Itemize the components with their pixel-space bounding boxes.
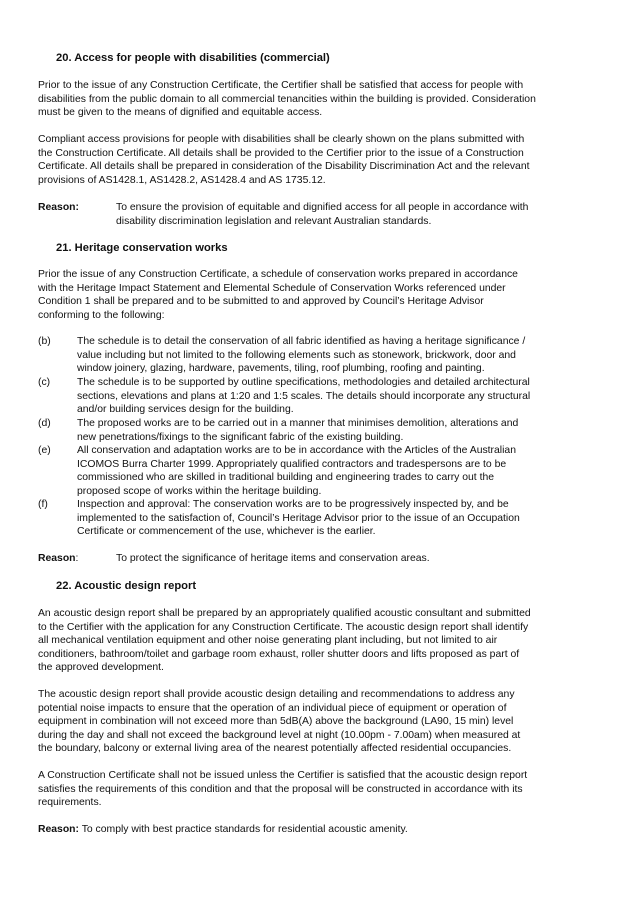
list-item-marker: (d) <box>38 418 51 429</box>
section-20-paragraph-2: Compliant access provisions for people with disabilities shall be clearly shown on the plans submitted with the Construction Certificate. All details shall be provided to the Certifier prior to the issue of a Construction Certificate. All details shall be prepared in consideration of the Disability Discrimination Act and the relevant provisions of AS1428.1, AS1428.2, AS1428.4 and AS 1735.12. <box>38 134 530 186</box>
list-item-marker: (c) <box>38 377 51 388</box>
section-22-reason-label: Reason: <box>38 824 79 835</box>
section-21-reason-label <box>38 552 78 566</box>
section-20-heading: 20. Access for people with disabilities (commercial) <box>56 52 330 64</box>
section-21-reason-word: Reason <box>38 553 76 564</box>
section-20-reason-label: Reason: <box>38 202 79 213</box>
section-22-paragraph-3: A Construction Certificate shall not be issued unless the Certifier is satisfied that the acoustic design report satisfies the requirements of this condition and that the proposal will be constructed in accordance with its requirements. <box>38 770 528 808</box>
list-item-text: Inspection and approval: The conservation works are to be progressively inspected by, and be implemented to the satisfaction of, Council’s Heritage Advisor prior to the issue of an Occupation Certificate or commencement of the use, whichever is the earlier. <box>77 499 520 537</box>
list-item-marker: (f) <box>38 499 48 510</box>
list-item-marker: (b) <box>38 336 51 347</box>
section-22-reason <box>38 823 408 837</box>
section-20-paragraph-1: Prior to the issue of any Construction Certificate, the Certifier shall be satisfied that access for people with disabilities from the public domain to all commercial tenancities within the building is provided. Consideration must be given to the means of dignified and equitable access. <box>38 80 536 118</box>
list-item-text: The proposed works are to be carried out in a manner that minimises demolition, alterations and new penetrations/fixings to the significant fabric of the existing building. <box>77 418 519 443</box>
list-item-text: The schedule is to be supported by outline specifications, methodologies and detailed architectural sections, elevations and plans at 1:20 and 1:5 scales. The details should incorporate any structural and/or building services design for the building. <box>77 377 531 415</box>
section-22-heading: 22. Acoustic design report <box>56 580 197 592</box>
section-22-reason-text: To comply with best practice standards for residential acoustic amenity. <box>79 824 408 835</box>
list-item-text: The schedule is to detail the conservation of all fabric identified as having a heritage significance / value including but not limited to the following elements such as stonework, brickwork, door and window joinery, glazing, hardware, pavements, tiling, roof plumbing, roofing and painting. <box>77 336 526 374</box>
section-22-paragraph-1: An acoustic design report shall be prepared by an appropriately qualified acoustic consultant and submitted to the Certifier with the application for any Construction Certificate. The acoustic design report shall identify all mechanical ventilation equipment and other noise generating plant including, but not limited to air conditioners, bathroom/toilet and garbage room exhaust, roller shutter doors and lifts proposed as part of the approved development. <box>38 608 531 673</box>
section-21-heading: 21. Heritage conservation works <box>56 242 228 254</box>
list-item-text: All conservation and adaptation works are to be in accordance with the Articles of the Australian ICOMOS Burra Charter 1999. Appropriately qualified contractors and tradespersons are to be commissioned who are skilled in traditional building and engineering trades to carry out the proposed scope of works within the heritage building. <box>77 445 516 497</box>
section-22-paragraph-2: The acoustic design report shall provide acoustic design detailing and recommendations to address any potential noise impacts to ensure that the operation of an individual piece of equipment or operation of equipment in combination will not exceed more than 5dB(A) above the background (LA90, 15 min) level during the day and shall not exceed the background level at night (10.00pm - 7.00am) when measured at the boundary, balcony or external living area of the nearest potentially affected residential occupancies. <box>38 689 521 754</box>
list-item-marker: (e) <box>38 445 51 456</box>
section-20-reason-text: To ensure the provision of equitable and dignified access for all people in accordance with disability discrimination legislation and relevant Australian standards. <box>116 202 529 227</box>
section-21-reason-colon: : <box>75 553 79 564</box>
section-21-reason-text: To protect the significance of heritage items and conservation areas. <box>116 553 430 564</box>
section-21-intro: Prior the issue of any Construction Certificate, a schedule of conservation works prepared in accordance with the Heritage Impact Statement and Elemental Schedule of Conservation Works referenced under Condition 1 shall be prepared and to be submitted to and approved by Council’s Heritage Advisor conforming to the following: <box>38 269 518 321</box>
